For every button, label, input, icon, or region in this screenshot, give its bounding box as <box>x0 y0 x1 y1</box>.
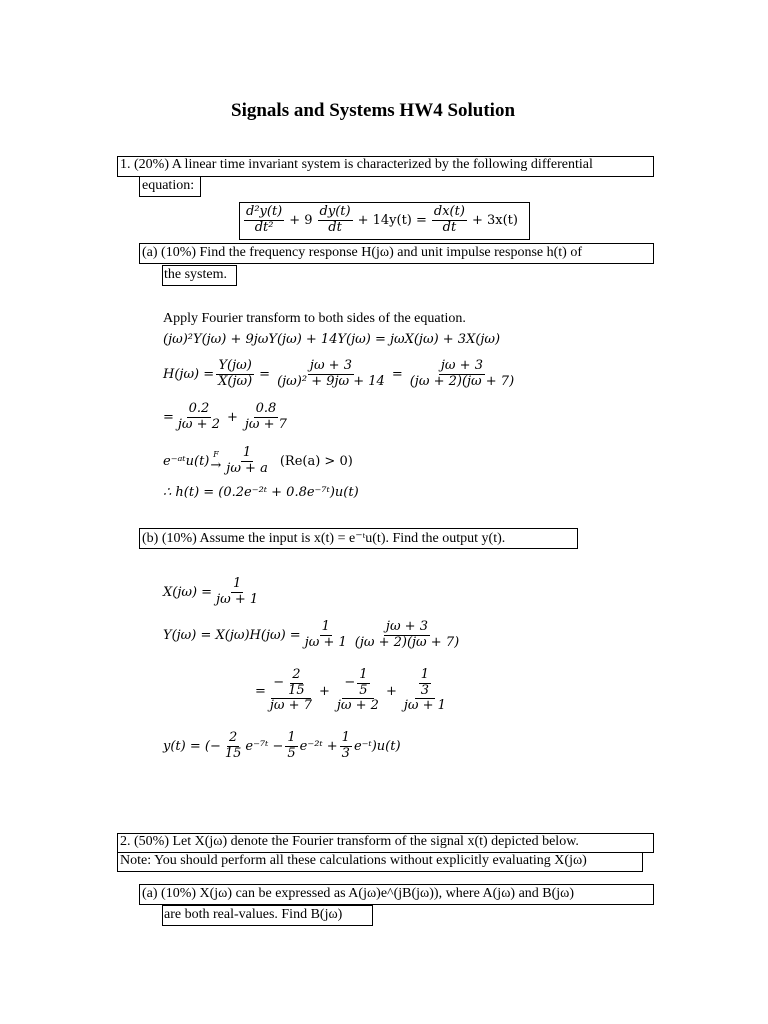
q2a-statement-line1: (a) (10%) X(jω) can be expressed as A(jω)e^(jB(jω)), where A(jω) and B(jω) <box>142 886 575 901</box>
apply-ft-text: Apply Fourier transform to both sides of the equation. <box>163 311 466 326</box>
output-time-domain: y(t) = (− $\frac{2}{15}$ e⁻⁷ᵗ − $\frac{1}{5}$ e⁻²ᵗ + $\frac{1}{3}$ e⁻ᵗ)u(t) <box>163 729 401 761</box>
q1-statement-line2: equation: <box>142 178 195 193</box>
q1a-statement-line2: the system. <box>164 267 227 282</box>
q1b-statement: (b) (10%) Assume the input is x(t) = e⁻ᵗu(t). Find the output y(t). <box>142 531 506 546</box>
q1a-statement-line1: (a) (10%) Find the frequency response H(jω) and unit impulse response h(t) of <box>142 245 582 260</box>
output-spectrum-equation: Y(jω) = X(jω)H(jω) = $\frac{1}{j\omega + 1}$ $\frac{j\omega + 3}{(j\omega + 2)(j\omega + 7)}$ <box>163 618 460 650</box>
output-partial-fraction: = − $\frac{2}{15}$ jω + 7 + − $\frac{1}{5}$ jω + 2 + $\frac{\frac{1}{3}}{j\omega + 1}$ <box>255 666 446 714</box>
q2-statement-line2: Note: You should perform all these calculations without explicitly evaluating X(jω) <box>120 853 587 868</box>
page-title: Signals and Systems HW4 Solution <box>231 100 516 121</box>
q1-statement-line1: 1. (20%) A linear time invariant system is characterized by the following differential <box>120 157 593 172</box>
impulse-response-result: ∴ h(t) = (0.2e⁻²ᵗ + 0.8e⁻⁷ᵗ)u(t) <box>163 485 359 500</box>
differential-equation: $\frac{\text{d²y(t)}}{\text{dt²}}$ + 9 $\frac{dy(t)}{dt}$ + 14y(t) = $\frac{dx(t)}{dt}$ + 3x(t) <box>246 204 518 235</box>
input-spectrum-equation: X(jω) = $\frac{1}{j\omega + 1}$ <box>163 575 259 607</box>
q2a-statement-line2: are both real-values. Find B(jω) <box>164 907 343 922</box>
partial-fraction-H: = $\frac{0.2}{j\omega + 2}$ + $\frac{0.8}{j\omega + 7}$ <box>163 400 287 432</box>
frequency-response-equation: H(jω) = $\frac{Y(j\omega)}{X(j\omega)}$ = $\frac{j\omega + 3}{\text{(jω)² + 9jω + 14}}$ = $\frac{j\omega + 3}{(j\omega + 2)(j\omega + 7)}$ <box>163 357 515 389</box>
transformed-equation: (jω)²Y(jω) + 9jωY(jω) + 14Y(jω) = jωX(jω) + 3X(jω) <box>163 332 501 347</box>
fourier-pair: e⁻ᵃᵗu(t) F → $\frac{1}{j\omega + a}$ (Re(a) > 0) <box>163 444 353 476</box>
q2-statement-line1: 2. (50%) Let X(jω) denote the Fourier transform of the signal x(t) depicted below. <box>120 834 579 849</box>
